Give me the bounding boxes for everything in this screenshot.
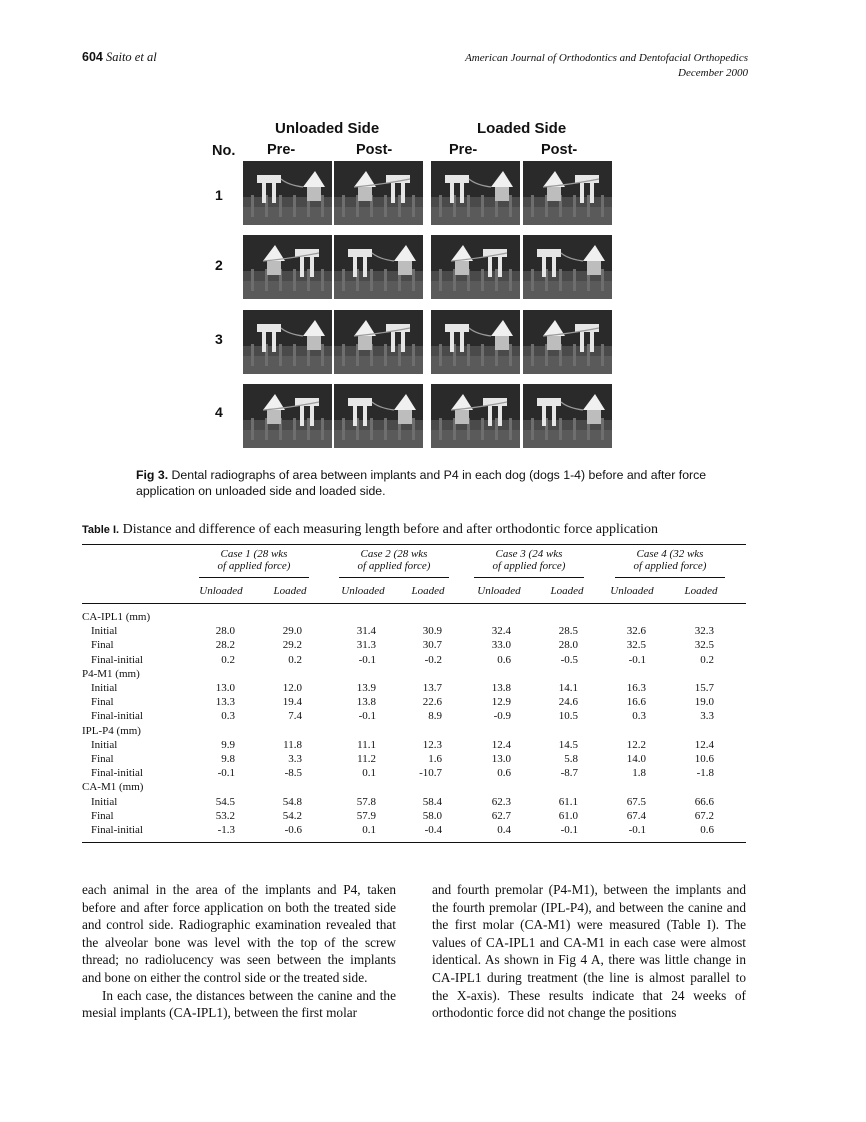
table-cell: -8.5 (284, 767, 302, 780)
table-cell: 58.4 (422, 795, 442, 808)
table-header-rule (82, 603, 746, 604)
table-cell: 13.7 (422, 682, 442, 694)
table-cell: 9.9 (221, 738, 235, 751)
table-cell: 16.6 (626, 696, 646, 709)
table-cell: 32.5 (626, 639, 646, 652)
radiograph-image (243, 161, 332, 225)
table-group-header: of applied force) (492, 560, 566, 572)
radiograph-image (334, 384, 423, 448)
table-cell: 8.9 (428, 710, 442, 723)
table-group-header: Case 2 (28 wks (360, 548, 428, 560)
table-cell: -0.1 (217, 767, 235, 780)
table-row-label: Final (91, 753, 114, 765)
radiograph-image (523, 235, 612, 299)
table-cell: 0.1 (362, 824, 376, 836)
table-cell: 5.8 (564, 753, 578, 765)
body-paragraph: In each case, the distances between the canine and the mesial implants (CA-IPL1), between the first molar (82, 987, 396, 1021)
table-cell: 13.0 (215, 682, 235, 694)
table-section-title: P4-M1 (mm) (82, 667, 140, 680)
table-cell: 31.4 (356, 625, 376, 638)
table-cell: -8.7 (560, 767, 578, 780)
authors: Saito et al (105, 50, 157, 64)
figure-row-number: 3 (215, 331, 223, 347)
table-cell: -0.1 (628, 824, 646, 836)
radiograph-image (243, 235, 332, 299)
table-column-header: Unloaded (199, 585, 243, 597)
page-number: 604 (82, 50, 103, 64)
table-cell: 12.9 (491, 696, 511, 709)
radiograph-image (334, 161, 423, 225)
table-row-label: Initial (91, 682, 118, 694)
table-cell: 0.6 (497, 767, 511, 780)
figure-col-loaded-post: Post- (541, 142, 578, 158)
table-cell: 12.4 (491, 738, 511, 751)
table-column-header: Unloaded (341, 585, 385, 597)
table-cell: 30.9 (422, 625, 442, 638)
table-cell: 10.6 (694, 753, 714, 765)
table-cell: 16.3 (626, 682, 646, 694)
table-cell: -1.8 (696, 767, 714, 780)
running-header-right (465, 51, 748, 81)
table-row-label: Final (91, 809, 114, 822)
table-cell: 3.3 (288, 753, 302, 765)
table-cell: 62.3 (491, 795, 511, 808)
table-row-label: Initial (91, 738, 118, 751)
table-group-rule (615, 577, 725, 578)
table-cell: -0.9 (493, 710, 511, 723)
table-row-label: Final-initial (91, 710, 143, 723)
figure-row-number: 4 (215, 404, 223, 420)
table-cell: 7.4 (288, 710, 302, 723)
table-cell: 32.6 (626, 625, 646, 638)
table-title (82, 522, 658, 538)
table-label: Table I. (82, 524, 120, 536)
table-column-header: Loaded (273, 585, 307, 597)
body-paragraph: and fourth premolar (P4-M1), between the implants and the fourth premolar (IPL-P4), and between the canine and the first molar (CA-M1) were measured (Table I). The values of CA-IPL1 and CA-M1 in each case were almost identical. As shown in Fig 4 A, there was little change in CA-IPL1 during treatment (the line is almost parallel to the X-axis). These results indicate that 24 weeks of orthodontic force did not change the positions (432, 882, 746, 1021)
table-cell: 67.5 (626, 795, 646, 808)
radiograph-image (523, 384, 612, 448)
table-group-header: of applied force) (217, 560, 291, 572)
table-cell: 0.6 (700, 824, 714, 836)
table-cell: 67.2 (694, 809, 714, 822)
table-cell: 67.4 (626, 809, 646, 822)
figure-group-unloaded: Unloaded Side (275, 120, 380, 137)
table-cell: 0.6 (497, 653, 511, 666)
table-cell: 13.9 (356, 682, 376, 694)
table-column-header: Unloaded (477, 585, 521, 597)
figure-caption-label: Fig 3. (136, 468, 169, 482)
table-group-header: Case 3 (24 wks (495, 548, 563, 560)
table-cell: 57.9 (356, 809, 376, 822)
table-row-label: Final (91, 696, 114, 709)
table-cell: 62.7 (491, 809, 511, 822)
table-cell: 29.0 (282, 625, 302, 638)
table-row-label: Initial (91, 625, 118, 638)
radiograph-image (334, 310, 423, 374)
table-cell: -0.2 (424, 653, 442, 666)
table-cell: 22.6 (422, 696, 442, 709)
running-header-left (82, 50, 157, 65)
table-cell: 11.8 (283, 738, 302, 751)
table-cell: 3.3 (700, 710, 714, 723)
table-cell: 9.8 (221, 753, 235, 765)
table-cell: 0.2 (288, 653, 302, 666)
table-cell: -0.1 (358, 710, 376, 723)
table-cell: 12.4 (694, 738, 714, 751)
body-column-right (432, 881, 746, 1022)
radiograph-image (431, 384, 520, 448)
table-row-label: Final-initial (91, 653, 143, 666)
table-cell: 14.0 (626, 753, 646, 765)
table-group-rule (474, 577, 584, 578)
table-cell: 1.6 (428, 753, 442, 765)
table-cell: 28.0 (215, 625, 235, 638)
table-group-header: Case 1 (28 wks (220, 548, 288, 560)
table-group-header: of applied force) (357, 560, 431, 572)
table-cell: 12.2 (626, 738, 646, 751)
table-cell: 14.1 (558, 682, 578, 694)
table-row-label: Final (91, 639, 114, 652)
table-cell: 19.4 (282, 696, 302, 709)
table-cell: 53.2 (215, 809, 235, 822)
table-column-header: Loaded (684, 585, 718, 597)
table-cell: 30.7 (422, 639, 442, 652)
figure-label-no: No. (212, 143, 236, 159)
table-cell: 32.5 (694, 639, 714, 652)
table-cell: 61.0 (558, 809, 578, 822)
radiograph-image (431, 310, 520, 374)
table-cell: -0.1 (358, 653, 376, 666)
table-cell: 14.5 (558, 738, 578, 751)
table-cell: 11.2 (357, 753, 376, 765)
table-section-title: CA-IPL1 (mm) (82, 611, 151, 623)
table-section-title: IPL-P4 (mm) (82, 724, 141, 737)
table-group-rule (339, 577, 449, 578)
table-column-header: Unloaded (610, 585, 654, 597)
radiograph-image (431, 161, 520, 225)
figure-row-number: 1 (215, 187, 223, 203)
table-column-header: Loaded (411, 585, 445, 597)
radiograph-image (243, 384, 332, 448)
table-cell: 11.1 (357, 738, 376, 751)
radiograph-image (523, 310, 612, 374)
table-section-title: CA-M1 (mm) (82, 781, 144, 794)
table-cell: 28.5 (558, 625, 578, 638)
table-cell: 1.8 (632, 767, 646, 780)
figure-col-loaded-pre: Pre- (449, 142, 478, 158)
table-cell: 13.8 (356, 696, 376, 709)
table-cell: 33.0 (491, 639, 511, 652)
radiograph-image (431, 235, 520, 299)
table-row-label: Initial (91, 795, 118, 808)
journal-name: American Journal of Orthodontics and Dentofacial Orthopedics (465, 52, 748, 64)
table-cell: 57.8 (356, 795, 376, 808)
table-cell: 0.2 (700, 653, 714, 666)
figure-row-number: 2 (215, 257, 223, 273)
figure-caption-text: Dental radiographs of area between implants and P4 in each dog (dogs 1-4) before and after force application on unloaded side and loaded side. (136, 468, 707, 498)
table-cell: -0.6 (284, 824, 302, 836)
issue-date: December 2000 (678, 67, 748, 79)
table-cell: 61.1 (558, 795, 578, 808)
table-row-label: Final-initial (91, 767, 143, 780)
table-cell: 32.4 (491, 625, 511, 638)
table-cell: 13.3 (215, 696, 235, 709)
body-paragraph: each animal in the area of the implants and P4, taken before and after force application on both the treated side and control side. Radiographic examination revealed that the alveolar bone was level with the top of the screw thread; no radiolucency was seen between the implants and bone on either the control side or the treated side. (82, 882, 396, 985)
figure-col-unloaded-pre: Pre- (267, 142, 296, 158)
table-cell: 29.2 (282, 639, 302, 652)
table-group-rule (199, 577, 309, 578)
table-cell: -0.1 (628, 653, 646, 666)
table-top-rule (82, 544, 746, 545)
radiograph-image (334, 235, 423, 299)
table-cell: 66.6 (694, 795, 714, 808)
table-group-header: Case 4 (32 wks (636, 548, 704, 560)
table-cell: -10.7 (419, 767, 442, 780)
table-cell: 54.8 (282, 795, 302, 808)
table-cell: 12.3 (422, 738, 442, 751)
table-cell: 24.6 (558, 696, 578, 709)
table-column-header: Loaded (550, 585, 584, 597)
table-cell: 12.0 (282, 682, 302, 694)
table-cell: 0.3 (632, 710, 646, 723)
table-cell: 32.3 (694, 625, 714, 638)
table-cell: 54.5 (215, 795, 235, 808)
table-cell: 31.3 (356, 639, 376, 652)
figure-caption (136, 467, 736, 499)
table-cell: 0.1 (362, 767, 376, 780)
table-cell: 28.0 (558, 639, 578, 652)
table-cell: -0.5 (560, 653, 578, 666)
radiograph-image (243, 310, 332, 374)
table-cell: 28.2 (215, 639, 235, 652)
body-column-left (82, 881, 396, 1022)
table-cell: 19.0 (694, 696, 714, 709)
table-cell: -0.4 (424, 824, 442, 836)
figure-col-unloaded-post: Post- (356, 142, 393, 158)
radiograph-image (523, 161, 612, 225)
table-cell: 10.5 (558, 710, 578, 723)
table-cell: 15.7 (694, 682, 714, 694)
table-cell: 0.2 (221, 653, 235, 666)
table-cell: 0.4 (497, 824, 511, 836)
table-cell: 54.2 (282, 809, 302, 822)
table-bottom-rule (82, 842, 746, 843)
table-group-header: of applied force) (633, 560, 707, 572)
figure-group-loaded: Loaded Side (477, 120, 567, 137)
table-title-text: Distance and difference of each measuring length before and after orthodontic force application (122, 522, 658, 537)
table-cell: -0.1 (560, 824, 578, 836)
table-cell: 0.3 (221, 710, 235, 723)
table-cell: 13.0 (491, 753, 511, 765)
table-row-label: Final-initial (91, 824, 143, 836)
table-cell: -1.3 (217, 824, 235, 836)
table-cell: 58.0 (422, 809, 442, 822)
table-cell: 13.8 (491, 682, 511, 694)
